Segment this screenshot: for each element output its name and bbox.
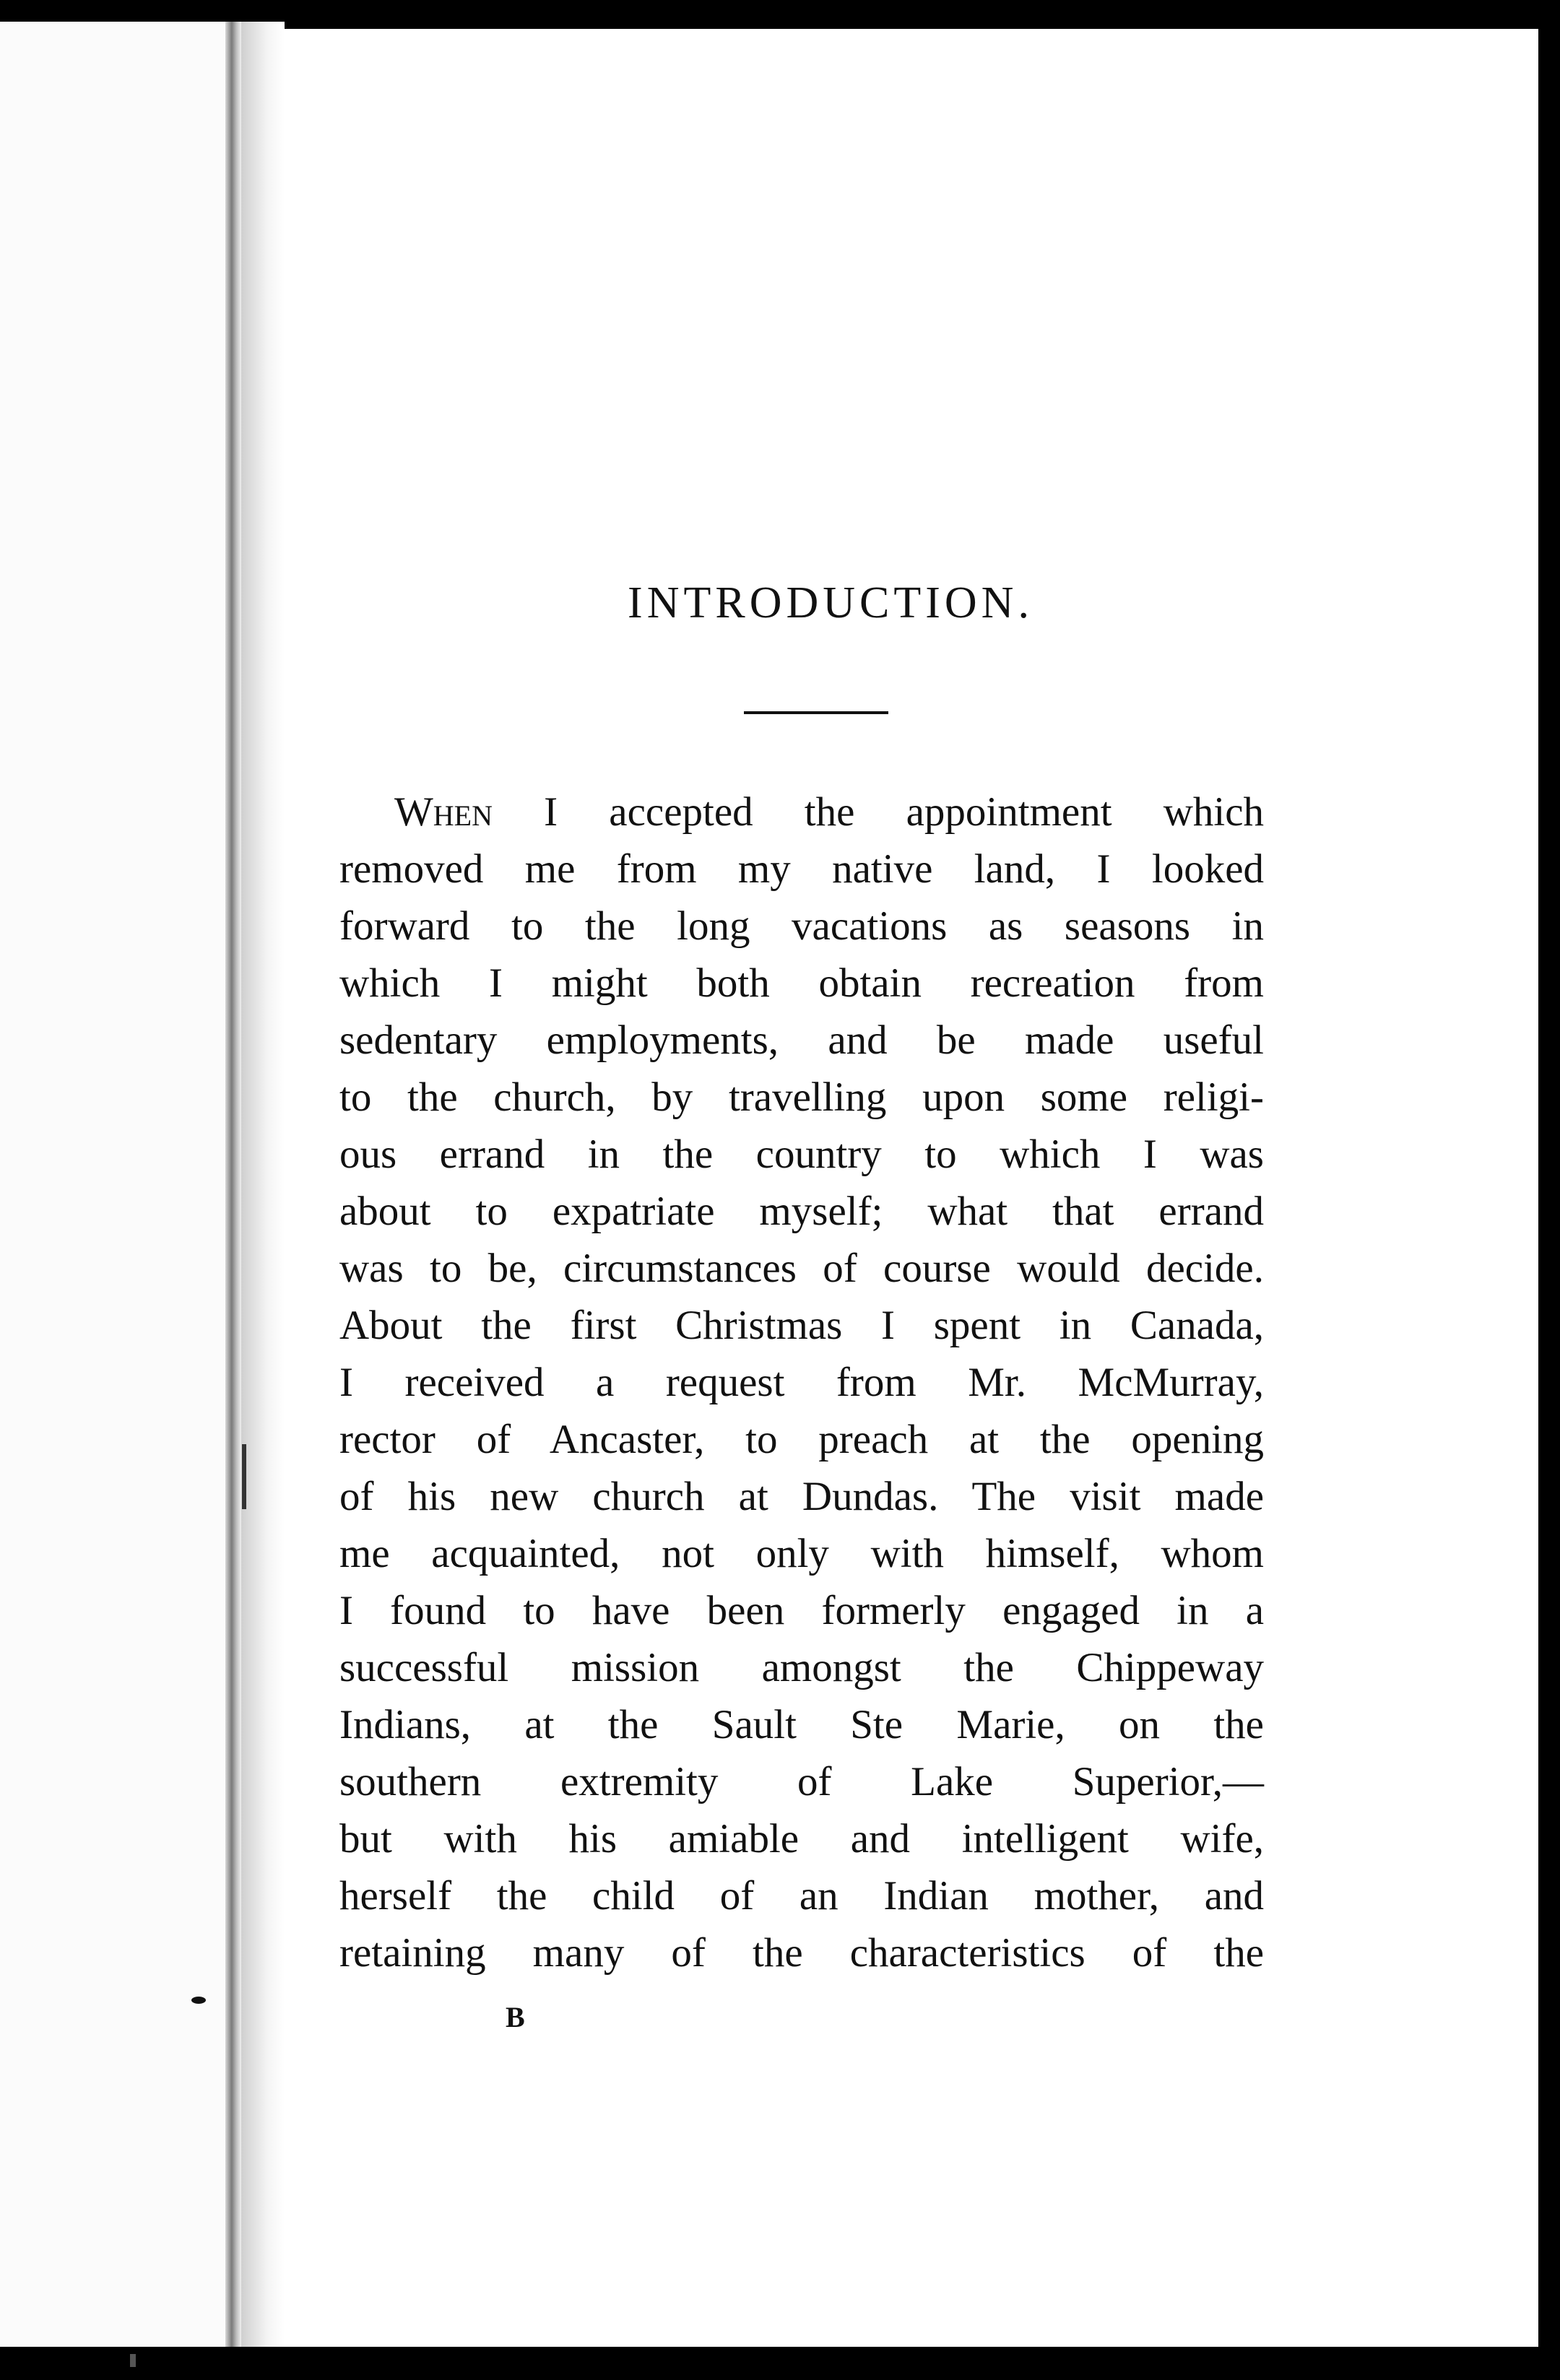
- text-line: southern extremity of Lake Superior,—: [339, 1759, 1264, 1804]
- text-line: Indians, at the Sault Ste Marie, on the: [339, 1702, 1264, 1747]
- corner-speck: [130, 2354, 136, 2367]
- first-line-rest: I accepted the appointment which: [493, 789, 1264, 835]
- text-line: of his new church at Dundas. The visit made: [339, 1474, 1264, 1519]
- margin-dot: [191, 1997, 206, 2004]
- book-spine: [225, 22, 241, 2347]
- page-title: INTRODUCTION.: [628, 578, 1034, 627]
- opening-word: When: [394, 789, 493, 835]
- text-line: sedentary employments, and be made useful: [339, 1017, 1264, 1063]
- text-line: ous errand in the country to which I was: [339, 1132, 1264, 1177]
- gutter-mark: [242, 1444, 246, 1509]
- body-text: [339, 783, 1264, 1981]
- text-line: was to be, circumstances of course would decide.: [339, 1246, 1264, 1291]
- text-line-1: [339, 783, 1264, 841]
- text-line: me acquainted, not only with himself, whom: [339, 1531, 1264, 1576]
- text-line: herself the child of an Indian mother, and: [339, 1873, 1264, 1919]
- text-line: to the church, by travelling upon some religi-: [339, 1074, 1264, 1120]
- text-line: About the first Christmas I spent in Canada,: [339, 1303, 1264, 1348]
- text-line: retaining many of the characteristics of the: [339, 1930, 1264, 1976]
- gutter-shadow: [241, 22, 285, 2347]
- text-line: I found to have been formerly engaged in a: [339, 1588, 1264, 1633]
- page-edge: [1538, 22, 1560, 2361]
- title-rule: [744, 711, 888, 714]
- text-line: rector of Ancaster, to preach at the opening: [339, 1417, 1264, 1462]
- text-line: forward to the long vacations as seasons in: [339, 903, 1264, 949]
- text-line: successful mission amongst the Chippeway: [339, 1645, 1264, 1690]
- text-line: which I might both obtain recreation from: [339, 960, 1264, 1006]
- signature-mark: B: [506, 2001, 525, 2033]
- text-line: but with his amiable and intelligent wife,: [339, 1816, 1264, 1862]
- text-line: about to expatriate myself; what that errand: [339, 1189, 1264, 1234]
- text-line: removed me from my native land, I looked: [339, 846, 1264, 892]
- text-line: I received a request from Mr. McMurray,: [339, 1360, 1264, 1405]
